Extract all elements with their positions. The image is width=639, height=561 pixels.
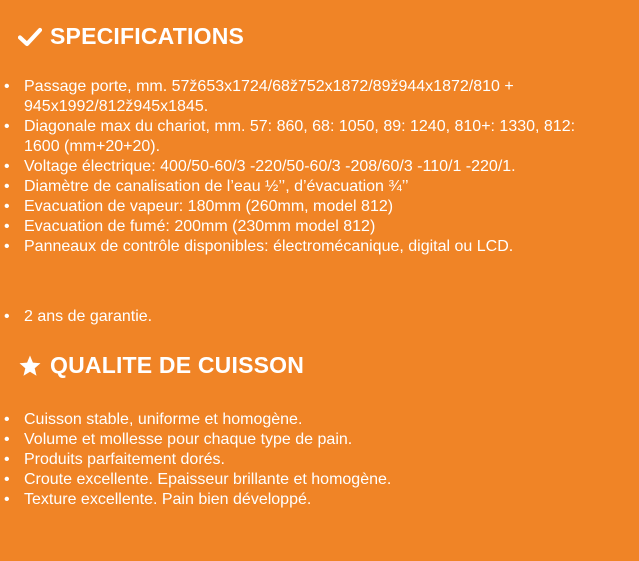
warranty-item: • 2 ans de garantie. [0,307,614,327]
list-item: • Texture excellente. Pain bien développé. [0,490,614,510]
star-icon [18,354,42,378]
specifications-title: SPECIFICATIONS [50,23,245,49]
list-item: • Evacuation de fumé: 200mm (230mm model 812) [0,217,614,237]
qualite-title: QUALITE DE CUISSON [50,352,305,378]
list-item: • Diagonale max du chariot, mm. 57: 860, 68: 1050, 89: 1240, 810+: 1330, 812: 1600 (mm+20+20). [0,117,614,157]
list-item: • Volume et mollesse pour chaque type de pain. [0,430,614,450]
list-item: • Cuisson stable, uniforme et homogène. [0,410,614,430]
qualite-list [0,410,614,510]
list-item: • Croute excellente. Epaisseur brillante et homogène. [0,470,614,490]
list-item: • Passage porte, mm. 57ž653x1724/68ž752x1872/89ž944x1872/810 + 945x1992/812ž945x1845. [0,77,614,117]
qualite-heading [18,352,304,379]
list-item: • Produits parfaitement dorés. [0,450,614,470]
list-item: • Diamètre de canalisation de l’eau ½’’, d’évacuation ¾’’ [0,177,614,197]
checkmark-icon [18,27,42,47]
list-item: • Evacuation de vapeur: 180mm (260mm, model 812) [0,197,614,217]
list-item: • Voltage électrique: 400/50-60/3 -220/50-60/3 -208/60/3 -110/1 -220/1. [0,157,614,177]
specifications-heading [18,23,244,50]
warranty-list [0,307,614,327]
specifications-list [0,77,614,257]
list-item: • Panneaux de contrôle disponibles: électromécanique, digital ou LCD. [0,237,614,257]
